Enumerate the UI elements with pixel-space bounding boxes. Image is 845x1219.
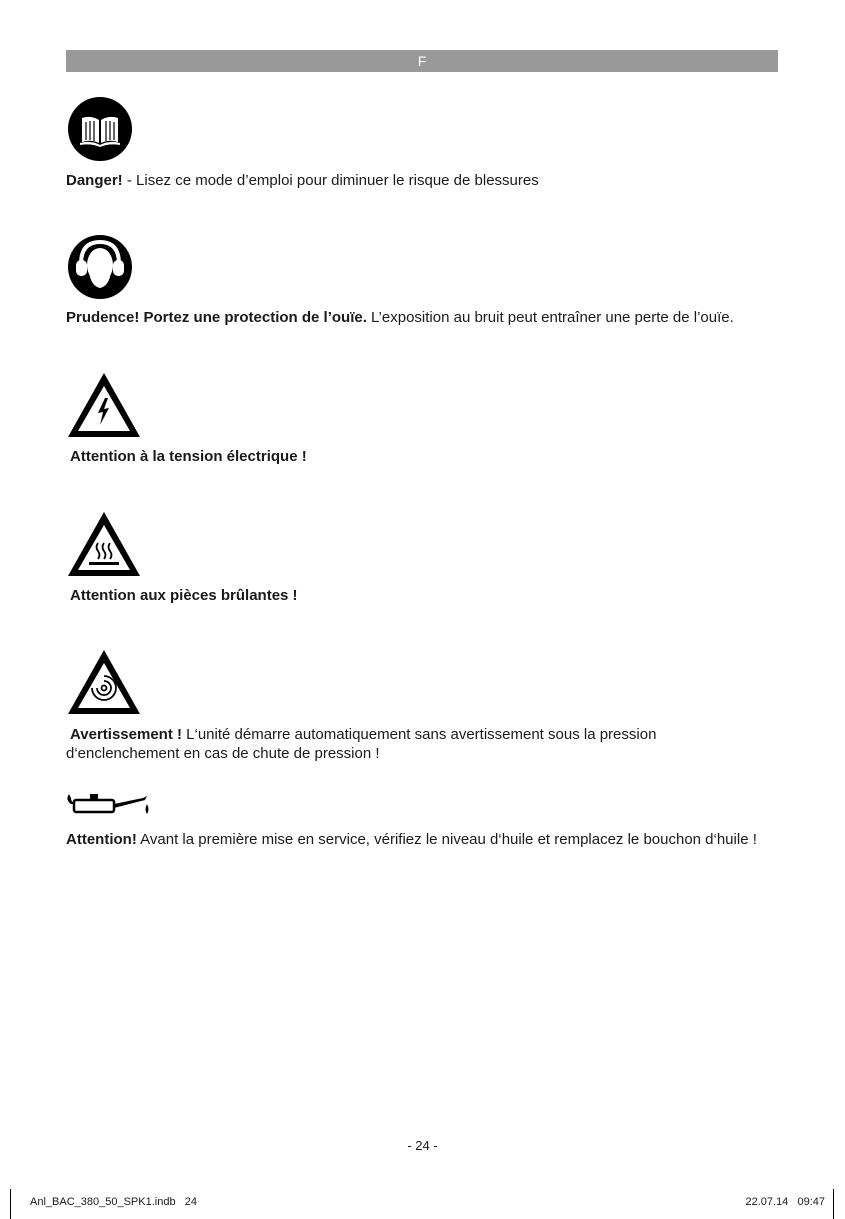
section-header-bar [66, 50, 778, 72]
hot-surface-icon [65, 509, 143, 579]
crop-mark-right [833, 1189, 834, 1219]
warning-automatic-start-continued [66, 744, 380, 763]
automatic-start-icon [65, 647, 143, 717]
warning-read-manual [66, 171, 539, 190]
warning-title: Attention! [66, 831, 137, 848]
page-number: - 24 - [407, 1138, 438, 1153]
read-manual-icon [67, 96, 133, 162]
warning-title: Attention à la tension électrique ! [70, 448, 307, 465]
warning-title: Attention aux pièces brûlantes ! [70, 587, 298, 604]
electric-hazard-icon [65, 370, 143, 440]
warning-hearing-protection [66, 308, 734, 327]
footer-file: Anl_BAC_380_50_SPK1.indb 24 [30, 1196, 197, 1208]
warning-title: Danger! [66, 172, 123, 189]
footer-datetime: 22.07.14 09:47 [745, 1196, 825, 1208]
warning-oil [66, 830, 757, 849]
warning-text: d‘enclenchement en cas de chute de pression ! [66, 745, 380, 762]
hearing-protection-icon [67, 234, 133, 300]
warning-title: Prudence! Portez une protection de l’ouïe. [66, 309, 367, 326]
warning-hot-surface [70, 586, 298, 605]
warning-text: L’exposition au bruit peut entraîner une perte de l’ouïe. [366, 309, 734, 326]
warning-text: L‘unité démarre automatiquement sans avertissement sous la pression [182, 726, 657, 743]
warning-text: - Lisez ce mode d’emploi pour diminuer le risque de blessures [122, 172, 539, 189]
warning-electric [70, 447, 307, 466]
warning-automatic-start [70, 725, 656, 744]
section-label: F [417, 53, 427, 69]
warning-title: Avertissement ! [70, 726, 182, 743]
crop-mark-left [10, 1189, 11, 1219]
oil-can-icon [65, 790, 153, 822]
warning-text: Avant la première mise en service, vérifiez le niveau d‘huile et remplacez le bouchon d‘huile ! [136, 831, 757, 848]
